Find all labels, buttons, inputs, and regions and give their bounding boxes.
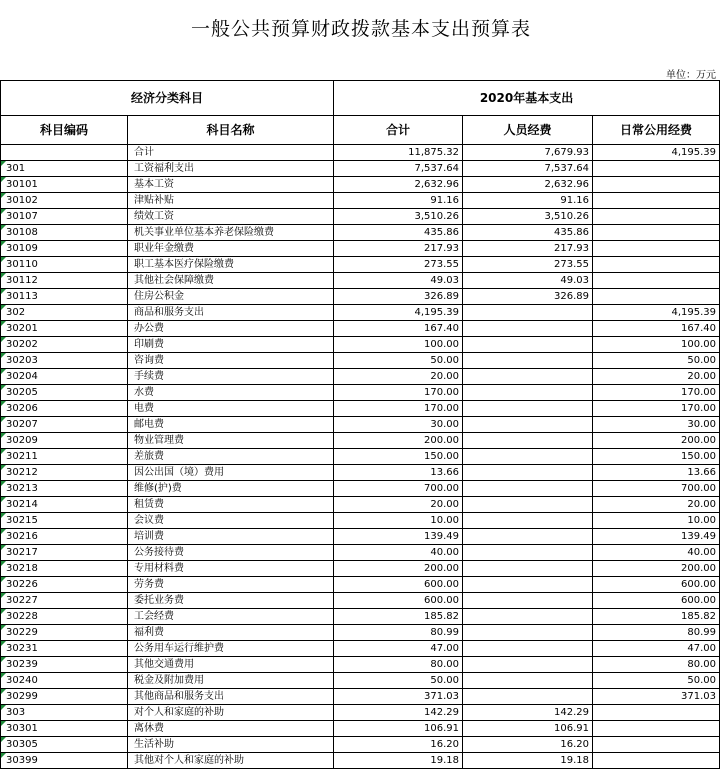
table-row xyxy=(1,657,720,673)
row-personnel xyxy=(463,401,593,417)
row-total: 217.93 xyxy=(334,241,463,257)
row-personnel xyxy=(463,337,593,353)
row-total: 2,632.96 xyxy=(334,177,463,193)
row-code: 30217 xyxy=(1,545,128,561)
row-public: 4,195.39 xyxy=(593,305,720,321)
row-name: 住房公积金 xyxy=(128,289,334,305)
row-name: 专用材料费 xyxy=(128,561,334,577)
row-name: 工会经费 xyxy=(128,609,334,625)
row-public: 600.00 xyxy=(593,593,720,609)
row-personnel xyxy=(463,497,593,513)
table-row xyxy=(1,257,720,273)
table-row xyxy=(1,241,720,257)
row-public xyxy=(593,161,720,177)
row-name: 公务用车运行维护费 xyxy=(128,641,334,657)
row-public: 13.66 xyxy=(593,465,720,481)
row-total: 100.00 xyxy=(334,337,463,353)
row-personnel: 106.91 xyxy=(463,721,593,737)
row-total: 50.00 xyxy=(334,673,463,689)
row-personnel xyxy=(463,385,593,401)
row-name: 会议费 xyxy=(128,513,334,529)
row-code: 30213 xyxy=(1,481,128,497)
row-code: 30228 xyxy=(1,609,128,625)
row-total: 142.29 xyxy=(334,705,463,721)
row-personnel xyxy=(463,513,593,529)
row-public xyxy=(593,241,720,257)
table-row xyxy=(1,705,720,721)
row-code: 30203 xyxy=(1,353,128,369)
row-public xyxy=(593,193,720,209)
table-row xyxy=(1,385,720,401)
row-total: 185.82 xyxy=(334,609,463,625)
row-name: 其他对个人和家庭的补助 xyxy=(128,753,334,769)
row-public: 4,195.39 xyxy=(593,145,720,161)
table-row xyxy=(1,433,720,449)
row-name: 手续费 xyxy=(128,369,334,385)
row-code: 30113 xyxy=(1,289,128,305)
row-public: 167.40 xyxy=(593,321,720,337)
row-code: 30231 xyxy=(1,641,128,657)
row-name: 对个人和家庭的补助 xyxy=(128,705,334,721)
row-name: 培训费 xyxy=(128,529,334,545)
table-row xyxy=(1,641,720,657)
row-personnel xyxy=(463,529,593,545)
row-public: 600.00 xyxy=(593,577,720,593)
row-public: 100.00 xyxy=(593,337,720,353)
row-public xyxy=(593,289,720,305)
row-code: 30109 xyxy=(1,241,128,257)
row-total: 80.00 xyxy=(334,657,463,673)
row-name: 租赁费 xyxy=(128,497,334,513)
row-code: 30216 xyxy=(1,529,128,545)
row-code: 30204 xyxy=(1,369,128,385)
table-row xyxy=(1,609,720,625)
row-personnel: 91.16 xyxy=(463,193,593,209)
row-public: 80.99 xyxy=(593,625,720,641)
row-total: 326.89 xyxy=(334,289,463,305)
row-personnel xyxy=(463,641,593,657)
table-row xyxy=(1,561,720,577)
row-code: 30202 xyxy=(1,337,128,353)
row-name: 基本工资 xyxy=(128,177,334,193)
row-public: 50.00 xyxy=(593,673,720,689)
table-row xyxy=(1,465,720,481)
row-code: 303 xyxy=(1,705,128,721)
page-title: 一般公共预算财政拨款基本支出预算表 xyxy=(190,18,531,40)
row-code: 30227 xyxy=(1,593,128,609)
row-total: 150.00 xyxy=(334,449,463,465)
header-economic-category: 经济分类科目 xyxy=(1,81,334,116)
row-name: 维修(护)费 xyxy=(128,481,334,497)
table-row xyxy=(1,513,720,529)
row-total: 200.00 xyxy=(334,433,463,449)
row-code: 30229 xyxy=(1,625,128,641)
row-total: 13.66 xyxy=(334,465,463,481)
row-total: 600.00 xyxy=(334,593,463,609)
row-total: 273.55 xyxy=(334,257,463,273)
table-body xyxy=(1,145,720,769)
row-total: 139.49 xyxy=(334,529,463,545)
row-public: 20.00 xyxy=(593,369,720,385)
row-public xyxy=(593,705,720,721)
row-public: 185.82 xyxy=(593,609,720,625)
table-row xyxy=(1,673,720,689)
column-header-personnel: 人员经费 xyxy=(463,116,593,145)
row-personnel xyxy=(463,321,593,337)
row-public: 371.03 xyxy=(593,689,720,705)
row-name: 生活补助 xyxy=(128,737,334,753)
row-name: 差旅费 xyxy=(128,449,334,465)
row-name: 电费 xyxy=(128,401,334,417)
table-row xyxy=(1,161,720,177)
row-personnel: 326.89 xyxy=(463,289,593,305)
column-header-public: 日常公用经费 xyxy=(593,116,720,145)
row-public xyxy=(593,225,720,241)
row-total: 371.03 xyxy=(334,689,463,705)
row-public xyxy=(593,209,720,225)
row-personnel xyxy=(463,481,593,497)
row-personnel xyxy=(463,465,593,481)
row-total: 435.86 xyxy=(334,225,463,241)
table-row xyxy=(1,305,720,321)
row-personnel: 49.03 xyxy=(463,273,593,289)
row-name: 绩效工资 xyxy=(128,209,334,225)
row-personnel xyxy=(463,433,593,449)
table-row xyxy=(1,337,720,353)
table-row xyxy=(1,273,720,289)
column-header-code: 科目编码 xyxy=(1,116,128,145)
row-public: 200.00 xyxy=(593,561,720,577)
row-code: 30215 xyxy=(1,513,128,529)
row-name: 机关事业单位基本养老保险缴费 xyxy=(128,225,334,241)
row-total: 16.20 xyxy=(334,737,463,753)
row-public: 30.00 xyxy=(593,417,720,433)
row-name: 邮电费 xyxy=(128,417,334,433)
row-personnel xyxy=(463,417,593,433)
row-name: 印刷费 xyxy=(128,337,334,353)
row-public: 150.00 xyxy=(593,449,720,465)
row-code: 30101 xyxy=(1,177,128,193)
row-name: 职业年金缴费 xyxy=(128,241,334,257)
row-personnel: 16.20 xyxy=(463,737,593,753)
column-header-total: 合计 xyxy=(334,116,463,145)
row-total: 10.00 xyxy=(334,513,463,529)
row-name: 因公出国（境）费用 xyxy=(128,465,334,481)
row-name: 咨询费 xyxy=(128,353,334,369)
row-public: 50.00 xyxy=(593,353,720,369)
row-total: 20.00 xyxy=(334,497,463,513)
row-total: 7,537.64 xyxy=(334,161,463,177)
row-code: 301 xyxy=(1,161,128,177)
table-row xyxy=(1,577,720,593)
row-public: 47.00 xyxy=(593,641,720,657)
row-total: 20.00 xyxy=(334,369,463,385)
row-code: 30214 xyxy=(1,497,128,513)
row-code: 30399 xyxy=(1,753,128,769)
row-name: 离休费 xyxy=(128,721,334,737)
row-total: 3,510.26 xyxy=(334,209,463,225)
row-total: 50.00 xyxy=(334,353,463,369)
table-row xyxy=(1,209,720,225)
row-public: 40.00 xyxy=(593,545,720,561)
table-row xyxy=(1,177,720,193)
row-name: 其他交通费用 xyxy=(128,657,334,673)
row-code: 30201 xyxy=(1,321,128,337)
row-name: 水费 xyxy=(128,385,334,401)
row-personnel xyxy=(463,353,593,369)
row-code: 302 xyxy=(1,305,128,321)
row-code: 30212 xyxy=(1,465,128,481)
row-personnel xyxy=(463,561,593,577)
row-name: 委托业务费 xyxy=(128,593,334,609)
row-total: 4,195.39 xyxy=(334,305,463,321)
table-row xyxy=(1,321,720,337)
table-row xyxy=(1,753,720,769)
row-total: 91.16 xyxy=(334,193,463,209)
row-total: 19.18 xyxy=(334,753,463,769)
row-code: 30209 xyxy=(1,433,128,449)
row-personnel: 2,632.96 xyxy=(463,177,593,193)
row-total: 80.99 xyxy=(334,625,463,641)
row-name: 职工基本医疗保险缴费 xyxy=(128,257,334,273)
row-public xyxy=(593,721,720,737)
row-name: 其他社会保障缴费 xyxy=(128,273,334,289)
row-personnel xyxy=(463,657,593,673)
row-public: 139.49 xyxy=(593,529,720,545)
row-total: 600.00 xyxy=(334,577,463,593)
row-name: 合计 xyxy=(128,145,334,161)
row-total: 700.00 xyxy=(334,481,463,497)
row-code: 30207 xyxy=(1,417,128,433)
table-row xyxy=(1,145,720,161)
table-row xyxy=(1,689,720,705)
table-row xyxy=(1,369,720,385)
row-personnel: 435.86 xyxy=(463,225,593,241)
column-header-name: 科目名称 xyxy=(128,116,334,145)
row-code: 30112 xyxy=(1,273,128,289)
table-row xyxy=(1,625,720,641)
row-code: 30239 xyxy=(1,657,128,673)
row-code xyxy=(1,145,128,161)
table-row xyxy=(1,193,720,209)
row-personnel xyxy=(463,593,593,609)
row-name: 福利费 xyxy=(128,625,334,641)
row-personnel: 7,679.93 xyxy=(463,145,593,161)
row-total: 170.00 xyxy=(334,385,463,401)
row-public xyxy=(593,257,720,273)
row-total: 106.91 xyxy=(334,721,463,737)
row-public: 10.00 xyxy=(593,513,720,529)
row-name: 工资福利支出 xyxy=(128,161,334,177)
row-public xyxy=(593,737,720,753)
unit-label: 单位：万元 xyxy=(666,70,716,81)
row-code: 30108 xyxy=(1,225,128,241)
table-row xyxy=(1,497,720,513)
table-row xyxy=(1,721,720,737)
table-row xyxy=(1,737,720,753)
row-personnel xyxy=(463,369,593,385)
row-personnel xyxy=(463,577,593,593)
row-code: 30110 xyxy=(1,257,128,273)
table-row xyxy=(1,417,720,433)
row-personnel xyxy=(463,545,593,561)
row-public: 170.00 xyxy=(593,385,720,401)
row-total: 49.03 xyxy=(334,273,463,289)
row-personnel: 19.18 xyxy=(463,753,593,769)
row-personnel xyxy=(463,305,593,321)
row-name: 其他商品和服务支出 xyxy=(128,689,334,705)
row-code: 30205 xyxy=(1,385,128,401)
row-code: 30299 xyxy=(1,689,128,705)
row-total: 167.40 xyxy=(334,321,463,337)
row-code: 30218 xyxy=(1,561,128,577)
row-personnel: 7,537.64 xyxy=(463,161,593,177)
row-personnel xyxy=(463,689,593,705)
table-row xyxy=(1,593,720,609)
row-code: 30107 xyxy=(1,209,128,225)
table-row xyxy=(1,353,720,369)
table-row xyxy=(1,545,720,561)
row-personnel: 3,510.26 xyxy=(463,209,593,225)
row-name: 津贴补贴 xyxy=(128,193,334,209)
row-total: 40.00 xyxy=(334,545,463,561)
row-total: 200.00 xyxy=(334,561,463,577)
row-public: 700.00 xyxy=(593,481,720,497)
row-code: 30211 xyxy=(1,449,128,465)
row-code: 30301 xyxy=(1,721,128,737)
row-name: 公务接待费 xyxy=(128,545,334,561)
row-public: 80.00 xyxy=(593,657,720,673)
row-personnel xyxy=(463,673,593,689)
row-public xyxy=(593,753,720,769)
row-name: 劳务费 xyxy=(128,577,334,593)
row-total: 30.00 xyxy=(334,417,463,433)
row-public: 200.00 xyxy=(593,433,720,449)
row-public: 20.00 xyxy=(593,497,720,513)
row-name: 税金及附加费用 xyxy=(128,673,334,689)
row-personnel: 142.29 xyxy=(463,705,593,721)
budget-table xyxy=(0,80,720,769)
row-public xyxy=(593,177,720,193)
row-public: 170.00 xyxy=(593,401,720,417)
row-name: 商品和服务支出 xyxy=(128,305,334,321)
table-row xyxy=(1,289,720,305)
table-row xyxy=(1,401,720,417)
row-code: 30226 xyxy=(1,577,128,593)
row-total: 11,875.32 xyxy=(334,145,463,161)
header-basic-expenditure: 2020年基本支出 xyxy=(334,81,720,116)
row-total: 47.00 xyxy=(334,641,463,657)
row-code: 30305 xyxy=(1,737,128,753)
table-row xyxy=(1,225,720,241)
row-personnel: 273.55 xyxy=(463,257,593,273)
row-personnel xyxy=(463,609,593,625)
row-name: 办公费 xyxy=(128,321,334,337)
row-personnel xyxy=(463,449,593,465)
row-personnel: 217.93 xyxy=(463,241,593,257)
row-personnel xyxy=(463,625,593,641)
row-total: 170.00 xyxy=(334,401,463,417)
row-public xyxy=(593,273,720,289)
row-code: 30206 xyxy=(1,401,128,417)
row-code: 30240 xyxy=(1,673,128,689)
row-code: 30102 xyxy=(1,193,128,209)
table-row xyxy=(1,529,720,545)
table-row xyxy=(1,449,720,465)
table-row xyxy=(1,481,720,497)
row-name: 物业管理费 xyxy=(128,433,334,449)
